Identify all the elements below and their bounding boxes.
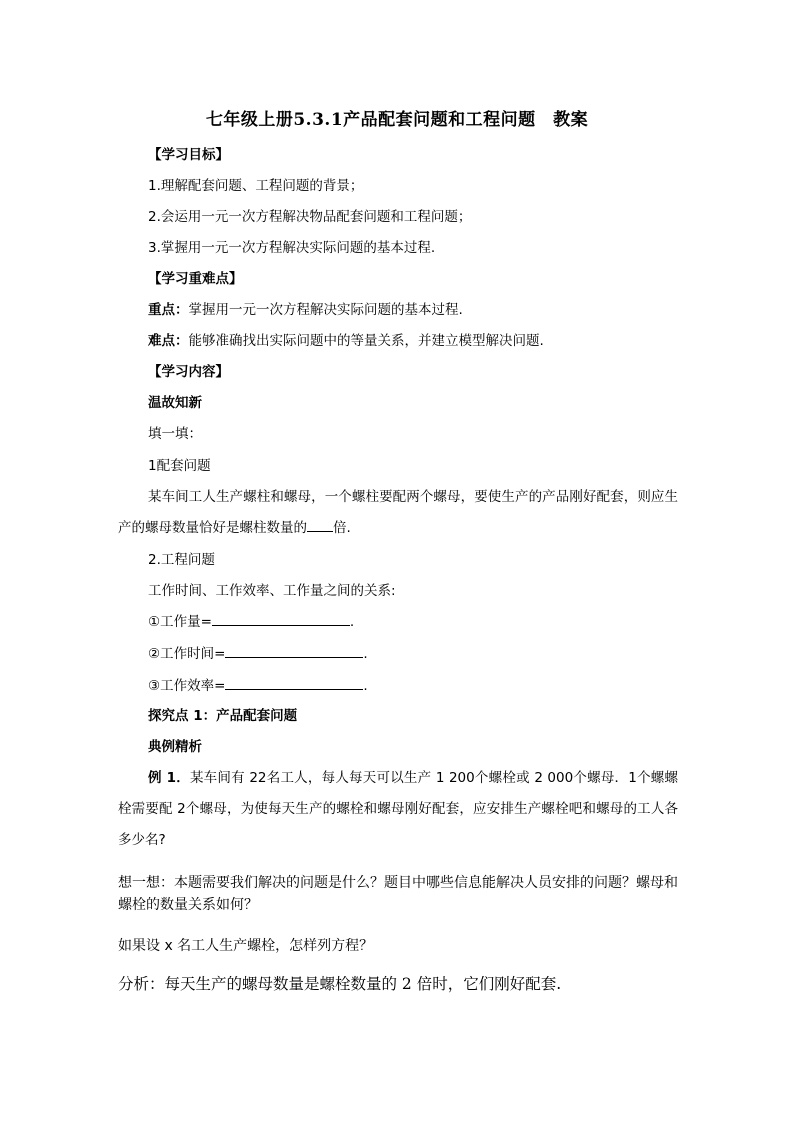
question-2-title: 2.工程问题 bbox=[148, 552, 215, 568]
work-efficiency-label: ③工作效率= bbox=[148, 678, 226, 694]
objective-3: 3.掌握用一元一次方程解决实际问题的基本过程. bbox=[148, 240, 436, 256]
question-1-text-main: 某车间工人生产螺柱和螺母，一个螺柱要配两个螺母，要使生产的产品刚好配套，则应生产的螺母数量恰好是螺柱数量的 bbox=[118, 489, 678, 536]
content-heading: 【学习内容】 bbox=[148, 364, 229, 380]
example-1 bbox=[118, 763, 678, 856]
question-1-text bbox=[118, 482, 678, 544]
work-efficiency-item bbox=[148, 677, 368, 695]
work-efficiency-period: . bbox=[363, 678, 368, 694]
think-text: 想一想：本题需要我们解决的问题是什么？题目中哪些信息能解决人员安排的问题？螺母和螺栓的数量关系如何？ bbox=[118, 875, 678, 913]
objectives-heading: 【学习目标】 bbox=[148, 147, 229, 163]
objective-2: 2.会运用一元一次方程解决物品配套问题和工程问题； bbox=[148, 209, 472, 225]
work-time-period: . bbox=[363, 646, 368, 662]
work-time-item bbox=[148, 645, 368, 663]
example-heading: 典例精析 bbox=[148, 739, 202, 755]
objective-1: 1.理解配套问题、工程问题的背景； bbox=[148, 178, 364, 194]
work-time-blank[interactable] bbox=[225, 645, 363, 658]
work-amount-blank[interactable] bbox=[212, 613, 350, 626]
explore-heading: 探究点 1：产品配套问题 bbox=[148, 708, 298, 724]
setup-text: 如果设 x 名工人生产螺栓，怎样列方程？ bbox=[118, 938, 374, 954]
work-amount-label: ①工作量= bbox=[148, 614, 212, 630]
difficult-point-text: 能够准确找出实际问题中的等量关系，并建立模型解决问题. bbox=[188, 333, 544, 349]
difficult-point-label: 难点： bbox=[148, 333, 189, 349]
question-2-intro: 工作时间、工作效率、工作量之间的关系: bbox=[148, 583, 396, 599]
review-heading: 温故知新 bbox=[148, 395, 202, 411]
question-1-text-end: 倍. bbox=[333, 520, 351, 536]
key-points-heading: 【学习重难点】 bbox=[148, 271, 243, 287]
example-1-label: 例 1． bbox=[148, 770, 190, 786]
key-point-label: 重点： bbox=[148, 302, 189, 318]
key-point bbox=[148, 301, 463, 319]
key-point-text: 掌握用一元一次方程解决实际问题的基本过程. bbox=[188, 302, 463, 318]
analysis-text: 分析：每天生产的螺母数量是螺栓数量的 2 倍时，它们刚好配套. bbox=[118, 975, 562, 993]
work-efficiency-blank[interactable] bbox=[225, 677, 363, 690]
work-time-label: ②工作时间= bbox=[148, 646, 226, 662]
example-1-text: 某车间有 22名工人，每人每天可以生产 1 200个螺栓或 2 000个螺母．1个螺螺栓需要配 2个螺母，为使每天生产的螺栓和螺母刚好配套，应安排生产螺栓吧和螺母的工人各多少名? bbox=[118, 770, 679, 848]
question-1-blank[interactable] bbox=[307, 519, 333, 532]
work-amount-item bbox=[148, 613, 354, 631]
work-amount-period: . bbox=[349, 614, 355, 630]
question-1-title: 1配套问题 bbox=[148, 458, 211, 474]
difficult-point bbox=[148, 332, 544, 350]
page-title: 七年级上册5.3.1产品配套问题和工程问题 教案 bbox=[205, 110, 589, 130]
fill-in-label: 填一填： bbox=[148, 426, 202, 442]
